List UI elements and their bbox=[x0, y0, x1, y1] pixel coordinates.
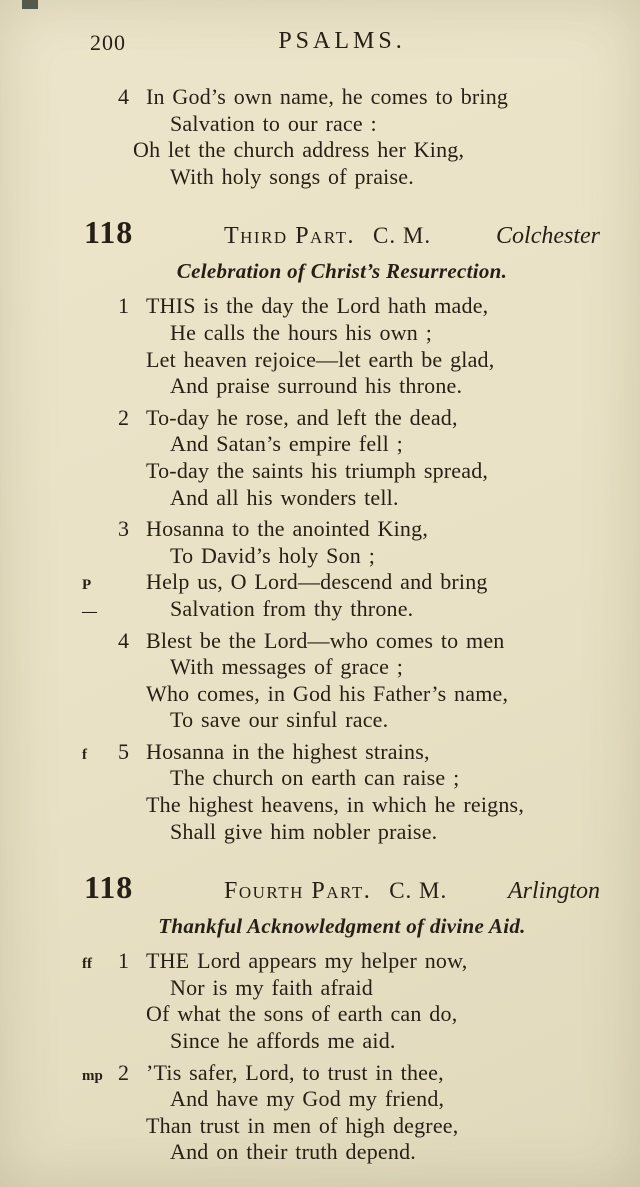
verse-line bbox=[84, 654, 600, 681]
verse-number: 3 bbox=[118, 516, 130, 542]
verse-line bbox=[84, 819, 600, 846]
verse-line-text: Who comes, in God his Father’s name, bbox=[146, 680, 509, 706]
verse-line bbox=[84, 1113, 600, 1140]
verse-line bbox=[84, 164, 600, 191]
verse-line bbox=[84, 1001, 600, 1028]
verse-line-text: Shall give him nobler praise. bbox=[170, 818, 438, 844]
hymn-subtitle: Thankful Acknowledgment of divine Aid. bbox=[158, 914, 526, 939]
verse-line-text: And praise surround his throne. bbox=[170, 373, 463, 399]
verse bbox=[84, 293, 600, 399]
hymn-meter: C. M. bbox=[389, 878, 448, 904]
verse-line bbox=[84, 347, 600, 374]
verse-line-text: And have my God my friend, bbox=[170, 1086, 445, 1112]
hymn-tune: Colchester bbox=[496, 223, 600, 250]
hymn-meter: C. M. bbox=[373, 223, 432, 249]
hymn-part: Third Part. bbox=[224, 223, 356, 250]
scan-edge-artifact bbox=[22, 0, 38, 9]
hymn-tune: Arlington bbox=[507, 878, 600, 905]
verse bbox=[84, 84, 600, 190]
verse bbox=[84, 405, 600, 511]
verse-line-text: Than trust in men of high degree, bbox=[146, 1112, 459, 1138]
verse-line-text: Let heaven rejoice—let earth be glad, bbox=[146, 346, 495, 372]
verse-line bbox=[84, 1028, 600, 1055]
hymn-heading bbox=[84, 214, 600, 251]
verse-line bbox=[84, 405, 600, 432]
hymn-heading bbox=[84, 869, 600, 906]
verse bbox=[84, 948, 600, 1054]
verse-line bbox=[84, 111, 600, 138]
verse-line-text: The church on earth can raise ; bbox=[170, 765, 460, 791]
verse-line bbox=[84, 84, 600, 111]
verse bbox=[84, 739, 600, 845]
verse-line-text: And Satan’s empire fell ; bbox=[170, 431, 403, 457]
verse-line bbox=[84, 485, 600, 512]
verse-line-text: Since he affords me aid. bbox=[170, 1028, 396, 1054]
verse-line-text: Help us, O Lord—descend and bring bbox=[146, 569, 488, 595]
verse-line bbox=[84, 1060, 600, 1087]
verse-line bbox=[84, 681, 600, 708]
verse-line-text: And on their truth depend. bbox=[170, 1139, 416, 1165]
dynamic-mark: — bbox=[82, 603, 97, 620]
page-header bbox=[84, 28, 600, 58]
hymn-number: 118 bbox=[84, 214, 134, 251]
verse-line-text: Hosanna in the highest strains, bbox=[146, 738, 430, 764]
verse-number: 1 bbox=[118, 293, 130, 319]
verse-line bbox=[84, 543, 600, 570]
verse-line-text: He calls the hours his own ; bbox=[170, 319, 433, 345]
verse-line bbox=[84, 707, 600, 734]
verse-line-text: Salvation from thy throne. bbox=[170, 595, 414, 621]
verse-line bbox=[84, 1086, 600, 1113]
verse-line-text: To save our sinful race. bbox=[170, 707, 389, 733]
verse-line-text: Hosanna to the anointed King, bbox=[146, 516, 429, 542]
verse-line-text: The highest heavens, in which he reigns, bbox=[146, 792, 525, 818]
dynamic-mark: mp bbox=[82, 1067, 103, 1084]
verse-line bbox=[84, 516, 600, 543]
verse-line-text: Oh let the church address her King, bbox=[133, 137, 465, 163]
verse-line bbox=[84, 792, 600, 819]
verse-number: 1 bbox=[118, 948, 130, 974]
verse-line bbox=[84, 373, 600, 400]
verse-number: 4 bbox=[118, 627, 130, 653]
verse-line bbox=[84, 975, 600, 1002]
verse-line bbox=[84, 739, 600, 766]
dynamic-mark: f bbox=[82, 746, 87, 763]
verse-line bbox=[84, 1139, 600, 1166]
verse-line-text: In God’s own name, he comes to bring bbox=[146, 84, 509, 109]
dynamic-mark: P bbox=[82, 577, 92, 594]
verse-line bbox=[84, 765, 600, 792]
verse-line bbox=[84, 458, 600, 485]
verse-line-text: ’Tis safer, Lord, to trust in thee, bbox=[146, 1059, 444, 1085]
dynamic-mark: ff bbox=[82, 956, 92, 973]
verse bbox=[84, 516, 600, 622]
verse-line-text: With messages of grace ; bbox=[170, 654, 404, 680]
verse-line-text: Blest be the Lord—who comes to men bbox=[146, 627, 505, 653]
verse-line bbox=[84, 596, 600, 623]
verse-line-text: THE Lord appears my helper now, bbox=[146, 948, 468, 974]
verse-line bbox=[84, 293, 600, 320]
page-number: 200 bbox=[90, 30, 126, 55]
hymn-number: 118 bbox=[84, 869, 134, 906]
verse-line bbox=[84, 320, 600, 347]
verse bbox=[84, 1060, 600, 1166]
verse-line-text: To-day he rose, and left the dead, bbox=[146, 404, 458, 430]
verse-line bbox=[84, 431, 600, 458]
verse-line-text: THIS is the day the Lord hath made, bbox=[146, 293, 489, 319]
verse-number: 4 bbox=[118, 84, 130, 109]
running-title: PSALMS. bbox=[278, 28, 406, 54]
verse-line-text: Of what the sons of earth can do, bbox=[146, 1001, 458, 1027]
verse-line-text: Nor is my faith afraid bbox=[170, 974, 374, 1000]
verse-number: 5 bbox=[118, 738, 130, 764]
verse-line-text: To-day the saints his triumph spread, bbox=[146, 457, 489, 483]
hymn-subtitle: Celebration of Christ’s Resurrection. bbox=[176, 259, 508, 284]
verse-line-text: With holy songs of praise. bbox=[170, 163, 414, 189]
verse-number: 2 bbox=[118, 1059, 130, 1085]
verse-number: 2 bbox=[118, 404, 130, 430]
verse-line-text: To David’s holy Son ; bbox=[170, 542, 376, 568]
hymn-part: Fourth Part. bbox=[224, 878, 372, 905]
verse bbox=[84, 628, 600, 734]
verse-line bbox=[84, 628, 600, 655]
verse-line bbox=[84, 137, 600, 164]
verse-line bbox=[84, 948, 600, 975]
verse-line-text: And all his wonders tell. bbox=[170, 484, 399, 510]
verse-line-text: Salvation to our race : bbox=[170, 110, 377, 136]
verse-line bbox=[84, 569, 600, 596]
